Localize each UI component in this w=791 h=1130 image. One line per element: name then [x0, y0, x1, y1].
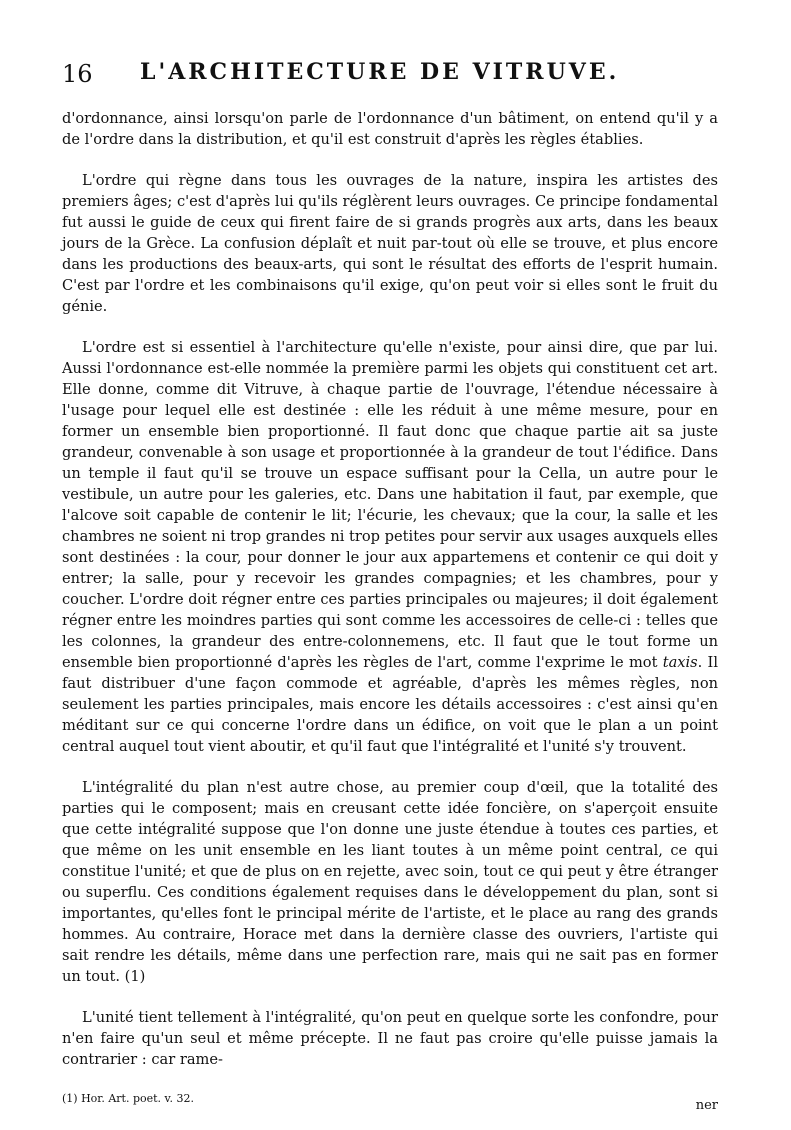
paragraph-unity: L'unité tient tellement à l'intégralité, qu'on peut en quelque sorte les confondre, pour n'en faire qu'un seul et même précepte. Il ne faut pas croire qu'elle puisse jamais la contrarier : car rame- — [62, 1009, 718, 1068]
paragraph-order-essential — [62, 337, 718, 757]
paragraph-text-before-emphasis: L'ordre est si essentiel à l'architecture qu'elle n'existe, pour ainsi dire, que par lui. Aussi l'ordonnance est-elle nommée la première parmi les objets qui constituent cet art. Elle donne, comme dit Vitruve, à chaque partie de l'ouvrage, l'étendue nécessaire à l'usage pour lequel elle est destinée : elle les réduit à une même mesure, pour en former un ensemble bien proportionné. Il faut donc que chaque partie ait sa juste grandeur, convenable à son usage et proportionnée à la grandeur de tout l'édifice. Dans un temple il faut qu'il se trouve un espace suffisant pour la Cella, un autre pour le vestibule, un autre pour les galeries, etc. Dans une habitation il faut, par exemple, que l'alcove soit capable de contenir le lit; l'écurie, les chevaux; que la cour, la salle et les chambres ne soient ni trop grandes ni trop petites pour servir aux usages auxquels elles sont destinées : la cour, pour donner le jour aux appartemens et contenir ce qui doit y entrer; la salle, pour y recevoir les grandes compagnies; et les chambres, pour y coucher. L'ordre doit régner entre ces parties principales ou majeures; il doit également régner entre les moindres parties qui sont comme les accessoires de celle-ci : telles que les colonnes, la grandeur des entre-colonnemens, etc. Il faut que le tout forme un ensemble bien proportionné d'après les règles de l'art, comme l'exprime le mot — [62, 339, 718, 671]
document-page — [62, 56, 718, 1130]
paragraph-continuation: d'ordonnance, ainsi lorsqu'on parle de l'ordonnance d'un bâtiment, on entend qu'il y a de l'ordre dans la distribution, et qu'il est construit d'après les règles établies. — [62, 110, 718, 148]
paragraph-order-of-nature: L'ordre qui règne dans tous les ouvrages de la nature, inspira les artistes des premiers âges; c'est d'après lui qu'ils réglèrent leurs ouvrages. Ce principe fondamental fut aussi le guide de ceux qui firent faire de si grands progrès aux arts, dans les beaux jours de la Grèce. La confusion déplaît et nuit par-tout où elle se trouve, et plus encore dans les productions des beaux-arts, qui sont le résultat des efforts de l'esprit humain. C'est par l'ordre et les combinaisons qu'il exige, qu'on peut voir si elles sont le fruit du génie. — [62, 172, 718, 315]
paragraph-text-after-emphasis: . Il faut distribuer d'une façon commode et agréable, d'après les mêmes règles, non seulement les parties principales, mais encore les détails accessoires : c'est ainsi qu'en méditant sur ce qui concerne l'ordre dans un édifice, on voit que le plan a un point central auquel tout vient aboutir, et qu'il faut que l'intégralité et l'unité s'y trouvent. — [62, 654, 718, 755]
page-footer — [62, 1090, 718, 1130]
emphasized-term: taxis — [662, 654, 698, 671]
paragraph-integrality — [62, 777, 718, 987]
footnote-reference: (1) — [120, 968, 146, 985]
page-header — [62, 56, 718, 90]
catchword: ner — [695, 1098, 718, 1113]
body-text — [62, 108, 718, 1070]
footnote: (1) Hor. Art. poet. v. 32. — [62, 1092, 194, 1105]
page-number: 16 — [62, 60, 93, 88]
paragraph-text: L'intégralité du plan n'est autre chose, au premier coup d'œil, que la totalité des parties qui le composent; mais en creusant cette idée foncière, on s'aperçoit ensuite que cette intégralité suppose que l'on donne une juste étendue à toutes ces parties, et que même on les unit ensemble en les liant toutes à un même point central, ce qui constitue l'unité; et que de plus on en rejette, avec soin, tout ce qui peut y être étranger ou superflu. Ces conditions également requises dans le développement du plan, sont si importantes, qu'elles font le principal mérite de l'artiste, et le place au rang des grands hommes. Au contraire, Horace met dans la dernière classe des ouvriers, l'artiste qui sait rendre les détails, même dans une perfection rare, mais qui ne sait pas en former un tout. — [62, 779, 718, 985]
running-title: L'ARCHITECTURE DE VITRUVE. — [140, 59, 620, 85]
